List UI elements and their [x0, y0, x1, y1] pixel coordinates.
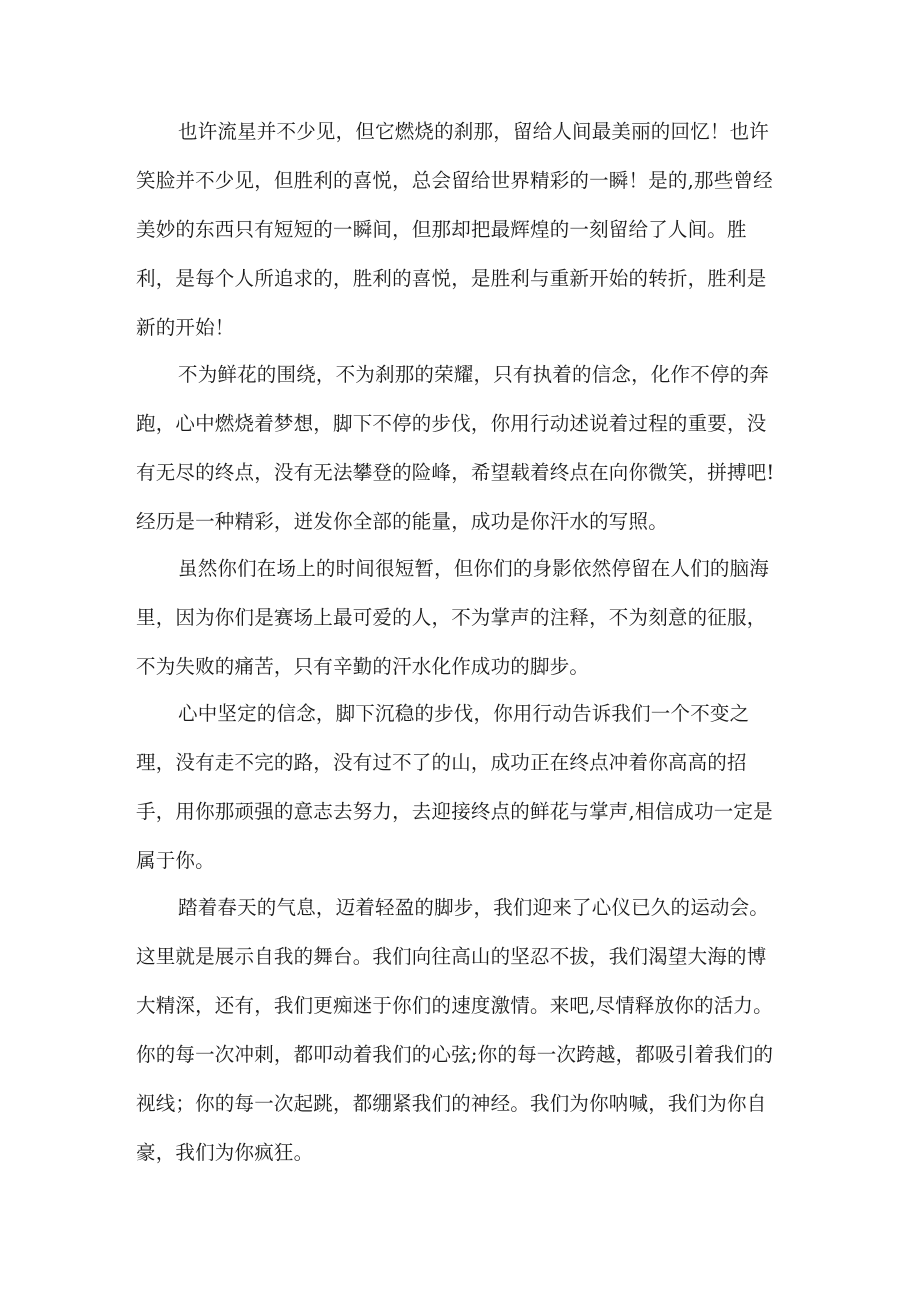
paragraph-5-line-2: 这里就是展示自我的舞台。我们向往高山的坚忍不拔，我们渴望大海的博 — [136, 945, 767, 968]
paragraph-1-line-4: 利，是每个人所追求的，胜利的喜悦，是胜利与重新开始的转折，胜利是 — [136, 267, 767, 290]
paragraph-3-line-3: 不为失败的痛苦，只有辛勤的汗水化作成功的脚步。 — [136, 655, 590, 678]
paragraph-4-line-3: 手，用你那顽强的意志去努力，去迎接终点的鲜花与掌声,相信成功一定是 — [136, 800, 773, 823]
paragraph-2-line-1: 不为鲜花的围绕，不为刹那的荣耀，只有执着的信念，化作不停的奔 — [178, 363, 770, 386]
paragraph-4-line-2: 理，没有走不完的路，没有过不了的山，成功正在终点冲着你高高的招 — [136, 751, 747, 774]
paragraph-3-line-2: 里，因为你们是赛场上最可爱的人，不为掌声的注释，不为刻意的征服， — [136, 606, 767, 629]
paragraph-5-line-3: 大精深，还有，我们更痴迷于你们的速度激情。来吧,尽情释放你的活力。 — [136, 994, 773, 1017]
paragraph-5-line-5: 视线；你的每一次起跳，都绷紧我们的神经。我们为你呐喊，我们为你自 — [136, 1092, 767, 1115]
paragraph-1-line-1: 也许流星并不少见，但它燃烧的刹那，留给人间最美丽的回忆！也许 — [178, 120, 770, 143]
paragraph-1-line-5: 新的开始！ — [136, 316, 235, 339]
paragraph-5-line-6: 豪，我们为你疯狂。 — [136, 1141, 314, 1164]
paragraph-1-line-2: 笑脸并不少见，但胜利的喜悦，总会留给世界精彩的一瞬！是的,那些曾经 — [136, 169, 773, 192]
paragraph-3-line-1: 虽然你们在场上的时间很短暂，但你们的身影依然停留在人们的脑海 — [178, 557, 770, 580]
paragraph-5-line-4: 你的每一次冲刺，都叩动着我们的心弦;你的每一次跨越，都吸引着我们的 — [136, 1043, 774, 1066]
paragraph-5-line-1: 踏着春天的气息，迈着轻盈的脚步，我们迎来了心仪已久的运动会。 — [178, 896, 770, 919]
paragraph-2-line-2: 跑，心中燃烧着梦想，脚下不停的步伐，你用行动述说着过程的重要，没 — [136, 412, 767, 435]
paragraph-2-line-4: 经历是一种精彩，迸发你全部的能量，成功是你汗水的写照。 — [136, 510, 668, 533]
paragraph-4-line-1: 心中坚定的信念，脚下沉稳的步伐，你用行动告诉我们一个不变之 — [178, 702, 750, 725]
paragraph-1-line-3: 美妙的东西只有短短的一瞬间，但那却把最辉煌的一刻留给了人间。胜 — [136, 218, 747, 241]
paragraph-2-line-3: 有无尽的终点，没有无法攀登的险峰，希望载着终点在向你微笑，拼搏吧! — [136, 461, 775, 484]
paragraph-4-line-4: 属于你。 — [136, 849, 215, 872]
